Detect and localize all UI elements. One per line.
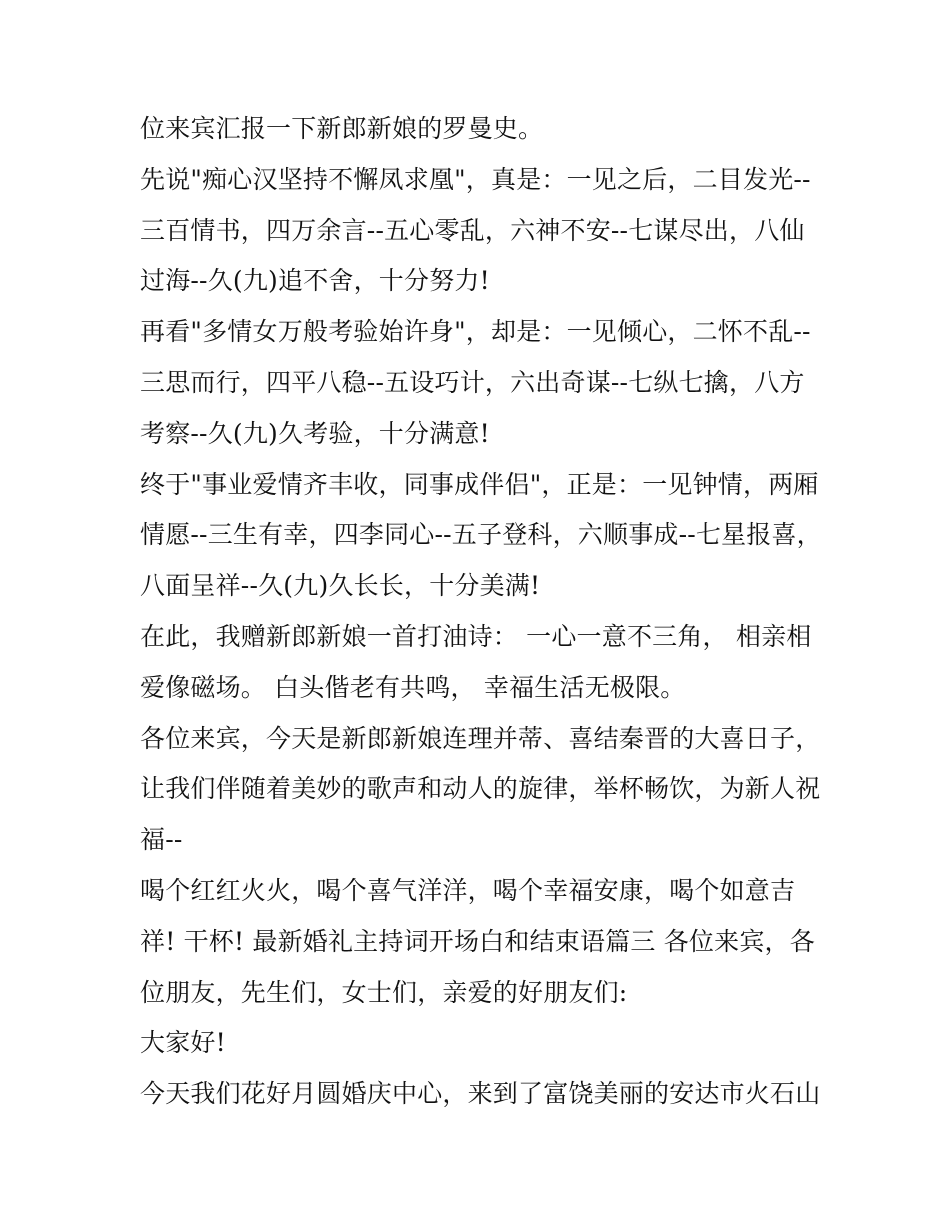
text-line: 八面呈祥--久(九)久长长，十分美满! [140, 571, 541, 601]
text-line: 情愿--三生有幸，四李同心--五子登科，六顺事成--七星报喜， [140, 520, 822, 550]
text-line: 今天我们花好月圆婚庆中心，来到了富饶美丽的安达市火石山 [140, 1079, 821, 1109]
text-line: 考察--久(九)久考验，十分满意! [140, 418, 490, 448]
text-line: 大家好! [140, 1028, 226, 1058]
text-line: 爱像磁场。 白头偕老有共鸣， 幸福生活无极限。 [140, 672, 686, 702]
text-line: 三思而行，四平八稳--五设巧计，六出奇谋--七纵七擒，八方 [140, 367, 805, 397]
text-line: 喝个红红火火，喝个喜气洋洋，喝个幸福安康，喝个如意吉 [140, 875, 796, 905]
text-line: 三百情书，四万余言--五心零乱，六神不安--七谋尽出，八仙 [140, 215, 805, 245]
text-line: 位来宾汇报一下新郎新娘的罗曼史。 [140, 114, 544, 143]
text-line: 在此，我赠新郎新娘一首打油诗： 一心一意不三角， 相亲相 [140, 621, 812, 651]
text-line: 福-- [140, 825, 183, 855]
text-line: 再看"多情女万般考验始许身"，却是：一见倾心，二怀不乱-- [140, 317, 811, 347]
text-line: 祥! 干杯! 最新婚礼主持词开场白和结束语篇三 各位来宾，各 [140, 926, 815, 956]
text-line: 让我们伴随着美妙的歌声和动人的旋律，举杯畅饮，为新人祝 [140, 774, 821, 804]
body-text [140, 104, 820, 1120]
text-line: 过海--久(九)追不舍，十分努力! [140, 266, 490, 296]
text-line: 先说"痴心汉坚持不懈凤求凰"，真是：一见之后，二目发光-- [140, 164, 811, 194]
text-line: 位朋友，先生们，女士们，亲爱的好朋友们: [140, 977, 628, 1007]
text-line: 各位来宾，今天是新郎新娘连理并蒂、喜结秦晋的大喜日子， [140, 723, 821, 753]
text-line: 终于"事业爱情齐丰收，同事成伴侣"，正是：一见钟情，两厢 [140, 469, 819, 499]
